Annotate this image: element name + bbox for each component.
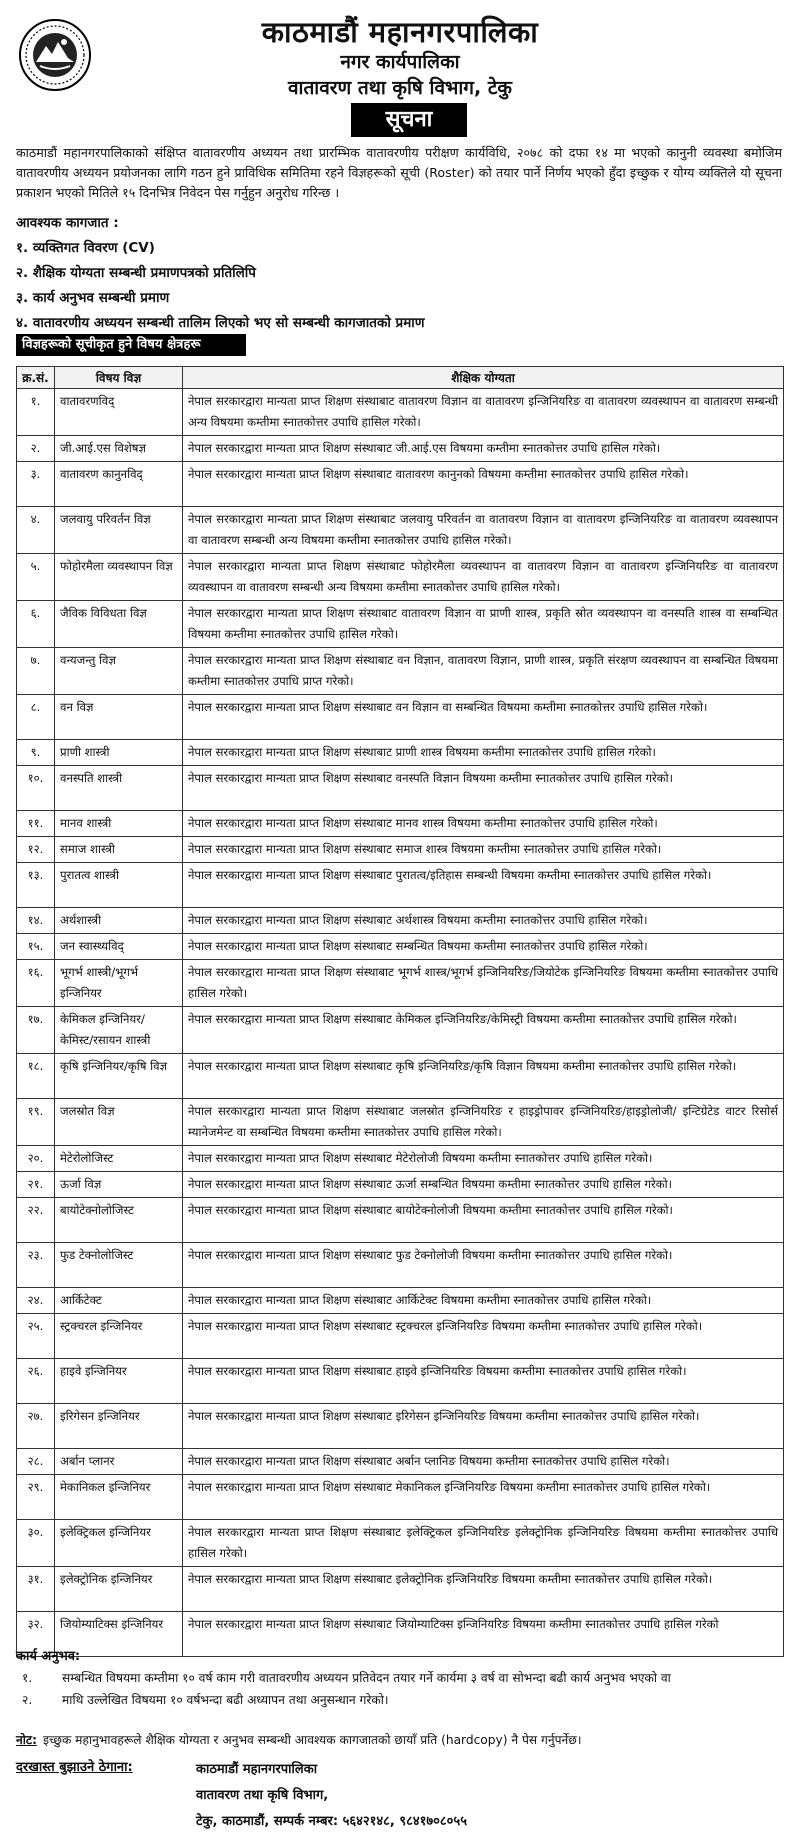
table-row [17, 695, 784, 740]
row-serial: ४. [17, 507, 55, 554]
row-qualification: नेपाल सरकारद्वारा मान्यता प्राप्त शिक्षण संस्थाबाट मेटेरोलोजी विषयमा कम्तीमा स्नातकोत्तर उपाधि हासिल गरेको। [183, 1146, 784, 1172]
row-subject: प्राणी शास्त्री [55, 740, 183, 766]
letterhead [14, 0, 786, 140]
row-qualification: नेपाल सरकारद्वारा मान्यता प्राप्त शिक्षण संस्थाबाट आर्किटेक्ट विषयमा कम्तीमा स्नातकोत्तर उपाधि हासिल गरेको। [183, 1288, 784, 1314]
row-serial: २८. [17, 1449, 55, 1475]
table-row [17, 1612, 784, 1657]
note [16, 1730, 784, 1750]
header-qualification: शैक्षिक योग्यता [183, 367, 784, 389]
row-subject: अर्बान प्लानर [55, 1449, 183, 1475]
row-subject: समाज शास्त्री [55, 837, 183, 863]
row-subject: पुरातत्व शास्त्री [55, 863, 183, 908]
table-row [17, 960, 784, 1007]
row-serial: १. [17, 389, 55, 436]
row-qualification: नेपाल सरकारद्वारा मान्यता प्राप्त शिक्षण संस्थाबाट वातावरण विज्ञान वा प्राणी शास्त्र, प्रकृति स्रोत व्यवस्थापन वा वनस्पति शास्त्र वा सम्बन्धित विषयमा कम्तीमा स्नातकोत्तर उपाधि हासिल गरेको। [183, 601, 784, 648]
row-qualification: नेपाल सरकारद्वारा मान्यता प्राप्त शिक्षण संस्थाबाट कृषि इन्जिनियरिङ/कृषि विज्ञान विषयमा कम्तीमा स्नातकोत्तर उपाधि हासिल गरेको। [183, 1054, 784, 1099]
row-serial: ३०. [17, 1520, 55, 1567]
header-serial: क्र.सं. [17, 367, 55, 389]
table-header-row [17, 367, 784, 389]
row-qualification: नेपाल सरकारद्वारा मान्यता प्राप्त शिक्षण संस्थाबाट सम्बन्धित विषयमा कम्तीमा स्नातकोत्तर उपाधि हासिल गरेको। [183, 934, 784, 960]
row-serial: २४. [17, 1288, 55, 1314]
row-serial: २. [17, 436, 55, 462]
row-serial: २२. [17, 1198, 55, 1243]
row-qualification: नेपाल सरकारद्वारा मान्यता प्राप्त शिक्षण संस्थाबाट जलवायु परिवर्तन वा वातावरण विज्ञान वा वातावरण इन्जिनियरिङ वा वातावरण व्यवस्थापन वा वातावरण सम्बन्धी अन्य विषयमा कम्तीमा स्नातकोत्तर उपाधि हासिल गरेको। [183, 507, 784, 554]
row-serial: २५. [17, 1314, 55, 1359]
row-subject: कृषि इन्जिनियर/कृषि विज्ञ [55, 1054, 183, 1099]
row-qualification: नेपाल सरकारद्वारा मान्यता प्राप्त शिक्षण संस्थाबाट फोहोरमैला व्यवस्थापन वा वातावरण विज्ञान वा वातावरण इन्जिनियरिङ वा वातावरण व्यवस्थापन वा वातावरण सम्बन्धी अन्य विषयमा कम्तीमा स्नातकोत्तर उपाधि हासिल गरेको। [183, 554, 784, 601]
row-subject: जियोम्याटिक्स इन्जिनियर [55, 1612, 183, 1657]
row-serial: १६. [17, 960, 55, 1007]
row-qualification: नेपाल सरकारद्वारा मान्यता प्राप्त शिक्षण संस्थाबाट इलेक्ट्रिकल इन्जिनियरिङ इलेक्ट्रोनिक इन्जिनियरिङ विषयमा कम्तीमा स्नातकोत्तर उपाधि हासिल गरेको। [183, 1520, 784, 1567]
executive-subtitle: नगर कार्यपालिका [340, 51, 460, 73]
experience-number: २. [22, 1693, 33, 1707]
row-subject: जलवायु परिवर्तन विज्ञ [55, 507, 183, 554]
row-qualification: नेपाल सरकारद्वारा मान्यता प्राप्त शिक्षण संस्थाबाट वातावरण विज्ञान वा वातावरण इन्जिनियरिङ वा वातावरण व्यवस्थापन वा वातावरण सम्बन्धी अन्य विषयमा कम्तीमा स्नातकोत्तर उपाधि हासिल गरेको। [183, 389, 784, 436]
row-qualification: नेपाल सरकारद्वारा मान्यता प्राप्त शिक्षण संस्थाबाट मानव शास्त्र विषयमा कम्तीमा स्नातकोत्तर उपाधि हासिल गरेको। [183, 811, 784, 837]
row-subject: जी.आई.एस विशेषज्ञ [55, 436, 183, 462]
row-qualification: नेपाल सरकारद्वारा मान्यता प्राप्त शिक्षण संस्थाबाट बायोटेक्नोलोजी विषयमा कम्तीमा स्नातकोत्तर उपाधि हासिल गरेको। [183, 1198, 784, 1243]
row-serial: २६. [17, 1359, 55, 1404]
row-serial: ९. [17, 740, 55, 766]
experience-item [16, 1690, 784, 1710]
row-qualification: नेपाल सरकारद्वारा मान्यता प्राप्त शिक्षण संस्थाबाट अर्थशास्त्र विषयमा कम्तीमा स्नातकोत्तर उपाधि हासिल गरेको। [183, 908, 784, 934]
table-row [17, 1404, 784, 1449]
address-label: दरखास्त बुझाउने ठेगाना: [16, 1760, 133, 1775]
row-qualification: नेपाल सरकारद्वारा मान्यता प्राप्त शिक्षण संस्थाबाट अर्बान प्लानिङ विषयमा कम्तीमा स्नातकोत्तर उपाधि हासिल गरेको। [183, 1449, 784, 1475]
expert-table [16, 366, 784, 1657]
requirement-item: २. शैक्षिक योग्यता सम्बन्धी प्रमाणपत्रको प्रतिलिपि [16, 265, 256, 281]
row-qualification: नेपाल सरकारद्वारा मान्यता प्राप्त शिक्षण संस्थाबाट जलस्रोत इन्जिनियरिङ र हाइड्रोपावर इन्जिनियरिङ/हाइड्रोलोजी/ इन्टिग्रेटेड वाटर रिसोर्स म्यानेजमेन्ट वा सम्बन्धित विषयमा कम्तीमा स्नातकोत्तर उपाधि हासिल गरेको। [183, 1099, 784, 1146]
table-row [17, 1198, 784, 1243]
row-qualification: नेपाल सरकारद्वारा मान्यता प्राप्त शिक्षण संस्थाबाट स्ट्रक्चरल इन्जिनियरिङ विषयमा कम्तीमा स्नातकोत्तर उपाधि हासिल गरेको। [183, 1314, 784, 1359]
row-qualification: नेपाल सरकारद्वारा मान्यता प्राप्त शिक्षण संस्थाबाट मेकानिकल इन्जिनियरिङ विषयमा कम्तीमा स्नातकोत्तर उपाधि हासिल गरेको। [183, 1475, 784, 1520]
row-subject: मेकानिकल इन्जिनियर [55, 1475, 183, 1520]
row-subject: जलस्रोत विज्ञ [55, 1099, 183, 1146]
categories-label: विज्ञहरूको सूचीकृत हुने विषय क्षेत्रहरू [16, 334, 246, 356]
table-row [17, 863, 784, 908]
table-row [17, 1243, 784, 1288]
experience-number: १. [22, 1671, 33, 1685]
row-serial: १०. [17, 766, 55, 811]
table-body [17, 389, 784, 1657]
row-qualification: नेपाल सरकारद्वारा मान्यता प्राप्त शिक्षण संस्थाबाट वनस्पति विज्ञान विषयमा कम्तीमा स्नातकोत्तर उपाधि हासिल गरेको। [183, 766, 784, 811]
row-subject: वन विज्ञ [55, 695, 183, 740]
row-subject: वातावरणविद् [55, 389, 183, 436]
row-serial: ८. [17, 695, 55, 740]
row-qualification: नेपाल सरकारद्वारा मान्यता प्राप्त शिक्षण संस्थाबाट वन विज्ञान वा सम्बन्धित विषयमा कम्तीमा स्नातकोत्तर उपाधि हासिल गरेको। [183, 695, 784, 740]
table-row [17, 1520, 784, 1567]
department-subtitle: वातावरण तथा कृषि विभाग, टेकु [287, 77, 512, 99]
table-row [17, 1567, 784, 1612]
experience-heading: कार्य अनुभव: [16, 1649, 81, 1664]
row-subject: भूगर्भ शास्त्री/भूगर्भ इन्जिनियर [55, 960, 183, 1007]
row-subject: मानव शास्त्री [55, 811, 183, 837]
notice-page [14, 0, 786, 1841]
row-qualification: नेपाल सरकारद्वारा मान्यता प्राप्त शिक्षण संस्थाबाट इरिगेसन इन्जिनियरिङ विषयमा कम्तीमा स्नातकोत्तर उपाधि हासिल गरेको। [183, 1404, 784, 1449]
header-subject: विषय विज्ञ [55, 367, 183, 389]
address-line: टेकु, काठमाडौं, सम्पर्क नम्बर: ५६४२१४८, ९८४१७०८०५५ [196, 1814, 467, 1829]
table-row [17, 811, 784, 837]
row-qualification: नेपाल सरकारद्वारा मान्यता प्राप्त शिक्षण संस्थाबाट वन विज्ञान, वातावरण विज्ञान, प्राणी शास्त्र, प्रकृति संरक्षण व्यवस्थापन वा सम्बन्धित विषयमा कम्तीमा स्नातकोत्तर उपाधि प्राप्त गरेको। [183, 648, 784, 695]
row-serial: ३. [17, 462, 55, 507]
table-row [17, 601, 784, 648]
experience-text: सम्बन्धित विषयमा कम्तीमा १० वर्ष काम गरी वातावरणीय अध्ययन प्रतिवेदन तयार गर्ने कार्यमा ३ वर्ष वा सोभन्दा बढी कार्य अनुभव भएको वा [62, 1671, 671, 1685]
row-serial: १९. [17, 1099, 55, 1146]
table-row [17, 740, 784, 766]
intro-paragraph: काठमाडौं महानगरपालिकाको संक्षिप्त वातावरणीय अध्ययन तथा प्रारम्भिक वातावरणीय परीक्षण कार्यविधि, २०७८ को दफा १४ मा भएको कानुनी व्यवस्था बमोजिम वातावरणीय अध्ययन प्रयोजनका लागि गठन हुने प्राविधिक समितिमा रहने विज्ञहरूको सूची (Roster) को तयार पार्ने निर्णय भएको हुँदा इच्छुक र योग्य व्यक्तिले यो सूचना प्रकाशन भएको मितिले १५ दिनभित्र निवेदन पेस गर्नुहुन अनुरोध गरिन्छ । [16, 145, 782, 200]
requirement-item: १. व्यक्तिगत विवरण (CV) [16, 240, 155, 256]
requirements-heading: आवश्यक कागजात : [16, 215, 119, 231]
table-row [17, 1146, 784, 1172]
requirement-item: ३. कार्य अनुभव सम्बन्धी प्रमाण [16, 290, 170, 306]
row-serial: १५. [17, 934, 55, 960]
row-serial: २९. [17, 1475, 55, 1520]
table-row [17, 462, 784, 507]
table-row [17, 1054, 784, 1099]
row-subject: इरिगेसन इन्जिनियर [55, 1404, 183, 1449]
table-row [17, 837, 784, 863]
row-serial: १४. [17, 908, 55, 934]
note-label: नोट: [16, 1733, 37, 1747]
row-serial: ३२. [17, 1612, 55, 1657]
row-serial: ७. [17, 648, 55, 695]
table-row [17, 908, 784, 934]
address-block [196, 1757, 467, 1835]
table-row [17, 766, 784, 811]
table-row [17, 1288, 784, 1314]
row-serial: १८. [17, 1054, 55, 1099]
table-row [17, 507, 784, 554]
table-row [17, 1172, 784, 1198]
table-row [17, 436, 784, 462]
row-serial: २७. [17, 1404, 55, 1449]
row-serial: ३१. [17, 1567, 55, 1612]
row-serial: २०. [17, 1146, 55, 1172]
table-row [17, 1449, 784, 1475]
table-row [17, 1099, 784, 1146]
row-qualification: नेपाल सरकारद्वारा मान्यता प्राप्त शिक्षण संस्थाबाट जियोम्याटिक्स इन्जिनियरिङ विषयमा कम्तीमा स्नातकोत्तर उपाधि हासिल गरेको [183, 1612, 784, 1657]
table-row [17, 934, 784, 960]
row-serial: ६. [17, 601, 55, 648]
row-subject: इलेक्ट्रिकल इन्जिनियर [55, 1520, 183, 1567]
address-line: वातावरण तथा कृषि विभाग, [196, 1788, 329, 1803]
table-row [17, 554, 784, 601]
table-row [17, 1314, 784, 1359]
row-qualification: नेपाल सरकारद्वारा मान्यता प्राप्त शिक्षण संस्थाबाट समाज शास्त्र विषयमा कम्तीमा स्नातकोत्तर उपाधि हासिल गरेको। [183, 837, 784, 863]
row-qualification: नेपाल सरकारद्वारा मान्यता प्राप्त शिक्षण संस्थाबाट इलेक्ट्रोनिक इन्जिनियरिङ विषयमा कम्तीमा स्नातकोत्तर उपाधि हासिल गरेको। [183, 1567, 784, 1612]
row-subject: बायोटेक्नोलोजिस्ट [55, 1198, 183, 1243]
municipality-title: काठमाडौं महानगरपालिका [261, 15, 539, 49]
experience-list [16, 1668, 784, 1712]
row-subject: वातावरण कानुनविद् [55, 462, 183, 507]
row-subject: हाइवे इन्जिनियर [55, 1359, 183, 1404]
table-row [17, 1007, 784, 1054]
row-qualification: नेपाल सरकारद्वारा मान्यता प्राप्त शिक्षण संस्थाबाट वातावरण कानुनको विषयमा कम्तीमा स्नातकोत्तर उपाधि हासिल गरेको। [183, 462, 784, 507]
row-serial: १७. [17, 1007, 55, 1054]
table-row [17, 648, 784, 695]
row-qualification: नेपाल सरकारद्वारा मान्यता प्राप्त शिक्षण संस्थाबाट जी.आई.एस विषयमा कम्तीमा स्नातकोत्तर उपाधि हासिल गरेको। [183, 436, 784, 462]
row-subject: जन स्वास्थ्यविद् [55, 934, 183, 960]
row-subject: आर्किटेक्ट [55, 1288, 183, 1314]
row-qualification: नेपाल सरकारद्वारा मान्यता प्राप्त शिक्षण संस्थाबाट फुड टेक्नोलोजी विषयमा कम्तीमा स्नातकोत्तर उपाधि हासिल गरेको। [183, 1243, 784, 1288]
row-subject: वन्यजन्तु विज्ञ [55, 648, 183, 695]
table-row [17, 1475, 784, 1520]
row-subject: स्ट्रक्चरल इन्जिनियर [55, 1314, 183, 1359]
row-subject: फोहोरमैला व्यवस्थापन विज्ञ [55, 554, 183, 601]
note-text: इच्छुक महानुभावहरूले शैक्षिक योग्यता र अनुभव सम्बन्धी आवश्यक कागजातको छायाँ प्रति (hardcopy) नै पेस गर्नुपर्नेछ। [42, 1733, 582, 1747]
row-qualification: नेपाल सरकारद्वारा मान्यता प्राप्त शिक्षण संस्थाबाट पुरातत्व/इतिहास सम्बन्धी विषयमा कम्तीमा स्नातकोत्तर उपाधि हासिल गरेको। [183, 863, 784, 908]
requirements-list [16, 236, 776, 336]
table-row [17, 1359, 784, 1404]
row-serial: १३. [17, 863, 55, 908]
row-subject: केमिकल इन्जिनियर/ केमिस्ट/रसायन शास्त्री [55, 1007, 183, 1054]
row-qualification: नेपाल सरकारद्वारा मान्यता प्राप्त शिक्षण संस्थाबाट हाइवे इन्जिनियरिङ विषयमा कम्तीमा स्नातकोत्तर उपाधि हासिल गरेको। [183, 1359, 784, 1404]
row-qualification: नेपाल सरकारद्वारा मान्यता प्राप्त शिक्षण संस्थाबाट ऊर्जा सम्बन्धित विषयमा कम्तीमा स्नातकोत्तर उपाधि हासिल गरेको। [183, 1172, 784, 1198]
experience-item [16, 1668, 784, 1688]
row-subject: वनस्पति शास्त्री [55, 766, 183, 811]
row-subject: मेटेरोलोजिस्ट [55, 1146, 183, 1172]
row-subject: फुड टेक्नोलोजिस्ट [55, 1243, 183, 1288]
row-serial: २१. [17, 1172, 55, 1198]
row-serial: २३. [17, 1243, 55, 1288]
experience-text: माथि उल्लेखित विषयमा १० वर्षभन्दा बढी अध्यापन तथा अनुसन्धान गरेको। [62, 1693, 389, 1707]
row-serial: १२. [17, 837, 55, 863]
row-qualification: नेपाल सरकारद्वारा मान्यता प्राप्त शिक्षण संस्थाबाट भूगर्भ शास्त्र/भूगर्भ इन्जिनियरिङ/जियोटेक इन्जिनियरिङ विषयमा कम्तीमा स्नातकोत्तर उपाधि हासिल गरेको। [183, 960, 784, 1007]
row-qualification: नेपाल सरकारद्वारा मान्यता प्राप्त शिक्षण संस्थाबाट केमिकल इन्जिनियरिङ/केमिस्ट्री विषयमा कम्तीमा स्नातकोत्तर उपाधि हासिल गरेको। [183, 1007, 784, 1054]
table-row [17, 389, 784, 436]
row-qualification: नेपाल सरकारद्वारा मान्यता प्राप्त शिक्षण संस्थाबाट प्राणी शास्त्र विषयमा कम्तीमा स्नातकोत्तर उपाधि हासिल गरेको। [183, 740, 784, 766]
row-subject: अर्थशास्त्री [55, 908, 183, 934]
row-subject: ऊर्जा विज्ञ [55, 1172, 183, 1198]
requirement-item: ४. वातावरणीय अध्ययन सम्बन्धी तालिम लिएको भए सो सम्बन्धी कागजातको प्रमाण [16, 315, 425, 331]
notice-heading: सूचना [351, 103, 467, 137]
row-serial: ५. [17, 554, 55, 601]
address-line: काठमाडौं महानगरपालिका [196, 1762, 318, 1777]
row-serial: ११. [17, 811, 55, 837]
row-subject: इलेक्ट्रोनिक इन्जिनियर [55, 1567, 183, 1612]
row-subject: जैविक विविधता विज्ञ [55, 601, 183, 648]
